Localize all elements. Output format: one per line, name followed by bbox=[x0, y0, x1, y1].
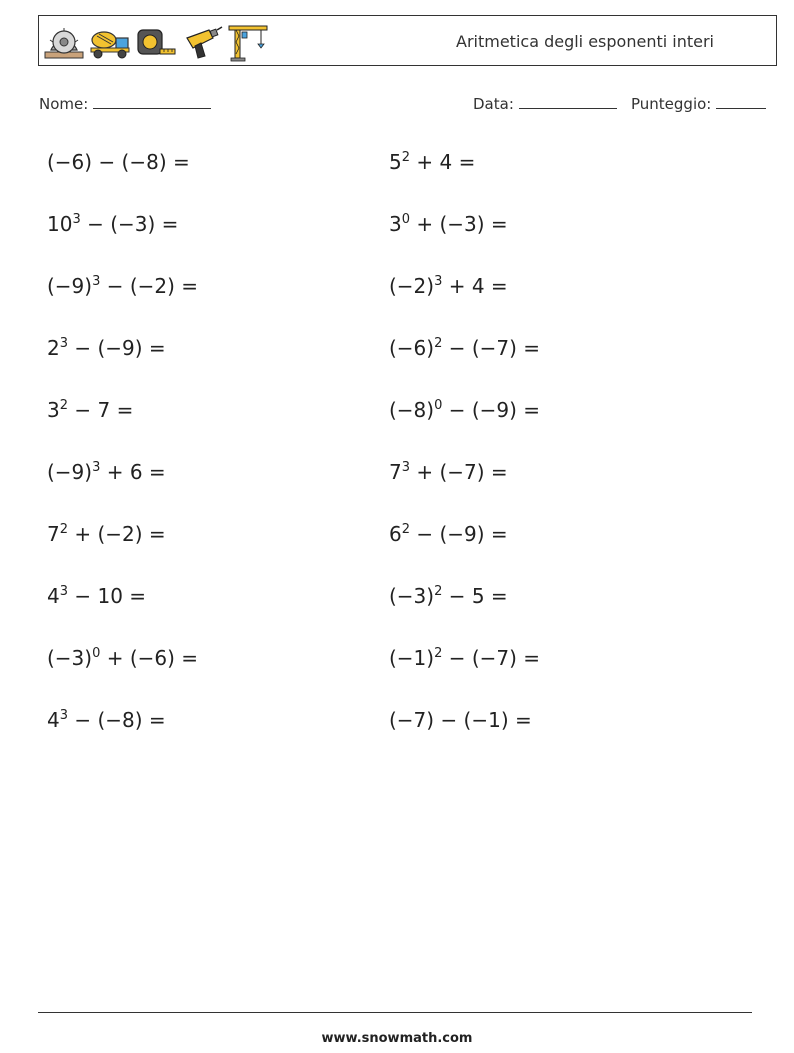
problem-item bbox=[389, 212, 508, 236]
problem-base: (−6) bbox=[389, 336, 435, 360]
header-box bbox=[38, 15, 777, 66]
problem-rest: − (−3) = bbox=[80, 212, 179, 236]
problem-exponent: 3 bbox=[59, 584, 69, 599]
problem-rest: − (−9) = bbox=[68, 336, 166, 360]
problem-base: 3 bbox=[47, 398, 60, 422]
name-field bbox=[39, 94, 211, 113]
problem-base: 5 bbox=[389, 150, 402, 174]
problem-item bbox=[389, 460, 508, 484]
problem-item bbox=[47, 398, 133, 422]
footer-divider bbox=[38, 1012, 752, 1013]
circular-saw-icon bbox=[43, 24, 85, 60]
date-blank-line[interactable] bbox=[519, 94, 617, 109]
name-label: Nome: bbox=[39, 95, 89, 113]
problem-item bbox=[389, 274, 508, 298]
problem-exponent: 2 bbox=[401, 150, 411, 165]
problem-item bbox=[389, 150, 475, 174]
problem-item bbox=[389, 584, 508, 608]
problem-base: 4 bbox=[47, 584, 60, 608]
problem-rest: − (−9) = bbox=[410, 522, 508, 546]
problem-item bbox=[47, 150, 190, 174]
problem-exponent: 3 bbox=[434, 274, 443, 289]
problem-exponent: 2 bbox=[434, 336, 443, 351]
problem-rest: + (−6) = bbox=[100, 646, 199, 670]
problem-base: (−2) bbox=[389, 274, 435, 298]
problem-item bbox=[47, 460, 166, 484]
date-label: Data: bbox=[473, 95, 514, 113]
header-icons bbox=[43, 20, 269, 64]
problem-item bbox=[47, 584, 146, 608]
problem-item bbox=[389, 398, 540, 422]
problem-item bbox=[47, 708, 166, 732]
tower-crane-icon bbox=[227, 22, 269, 62]
power-drill-icon bbox=[181, 24, 223, 60]
problem-exponent: 2 bbox=[401, 522, 411, 537]
problem-exponent: 3 bbox=[59, 336, 69, 351]
problem-item bbox=[389, 646, 540, 670]
problem-base: 7 bbox=[47, 522, 60, 546]
problem-base: 10 bbox=[47, 212, 73, 236]
problem-rest: + 4 = bbox=[442, 274, 508, 298]
problem-exponent: 2 bbox=[434, 646, 443, 661]
problem-exponent: 3 bbox=[92, 274, 101, 289]
score-field bbox=[631, 94, 766, 113]
problem-rest: − (−7) = bbox=[442, 336, 541, 360]
problem-exponent: 0 bbox=[434, 398, 443, 413]
problem-base: 4 bbox=[47, 708, 60, 732]
problem-rest: + (−2) = bbox=[68, 522, 166, 546]
problem-rest: − 5 = bbox=[442, 584, 508, 608]
problem-rest: − (−7) = bbox=[442, 646, 541, 670]
tape-measure-icon bbox=[135, 24, 177, 60]
problem-base: (−3) bbox=[47, 646, 93, 670]
footer-website: www.snowmath.com bbox=[321, 1031, 473, 1046]
problem-base: 7 bbox=[389, 460, 402, 484]
problem-base: (−1) bbox=[389, 646, 435, 670]
problem-base: (−8) bbox=[389, 398, 435, 422]
worksheet-title: Aritmetica degli esponenti interi bbox=[456, 32, 714, 51]
problem-exponent: 3 bbox=[401, 460, 411, 475]
problem-exponent: 2 bbox=[59, 522, 69, 537]
problem-base: (−9) bbox=[47, 274, 93, 298]
problem-exponent: 3 bbox=[59, 708, 69, 723]
problem-exponent: 2 bbox=[59, 398, 69, 413]
problem-base: (−6) − (−8) = bbox=[47, 150, 190, 174]
problem-item bbox=[389, 336, 540, 360]
problem-rest: − 7 = bbox=[68, 398, 134, 422]
problem-item bbox=[389, 522, 508, 546]
problem-rest: − (−2) = bbox=[100, 274, 199, 298]
problem-item bbox=[47, 212, 178, 236]
problem-exponent: 2 bbox=[434, 584, 443, 599]
problem-exponent: 0 bbox=[401, 212, 411, 227]
problem-rest: + 6 = bbox=[100, 460, 166, 484]
problem-base: (−7) − (−1) = bbox=[389, 708, 532, 732]
problem-base: (−3) bbox=[389, 584, 435, 608]
concrete-mixer-truck-icon bbox=[89, 24, 131, 60]
name-blank-line[interactable] bbox=[93, 94, 211, 109]
problem-item bbox=[47, 274, 198, 298]
problem-item bbox=[47, 522, 166, 546]
problem-exponent: 3 bbox=[72, 212, 81, 227]
date-field bbox=[473, 94, 617, 113]
problem-item bbox=[47, 336, 166, 360]
problem-item bbox=[47, 646, 198, 670]
problem-rest: + 4 = bbox=[410, 150, 476, 174]
problem-rest: + (−3) = bbox=[410, 212, 508, 236]
score-blank-line[interactable] bbox=[716, 94, 766, 109]
score-label: Punteggio: bbox=[631, 95, 712, 113]
problem-base: 3 bbox=[389, 212, 402, 236]
problem-rest: − (−8) = bbox=[68, 708, 166, 732]
problem-exponent: 0 bbox=[92, 646, 101, 661]
problem-base: 2 bbox=[47, 336, 60, 360]
problem-base: 6 bbox=[389, 522, 402, 546]
problem-base: (−9) bbox=[47, 460, 93, 484]
problem-rest: + (−7) = bbox=[410, 460, 508, 484]
problem-item bbox=[389, 708, 532, 732]
problem-rest: − 10 = bbox=[68, 584, 147, 608]
problem-rest: − (−9) = bbox=[442, 398, 541, 422]
problem-exponent: 3 bbox=[92, 460, 101, 475]
